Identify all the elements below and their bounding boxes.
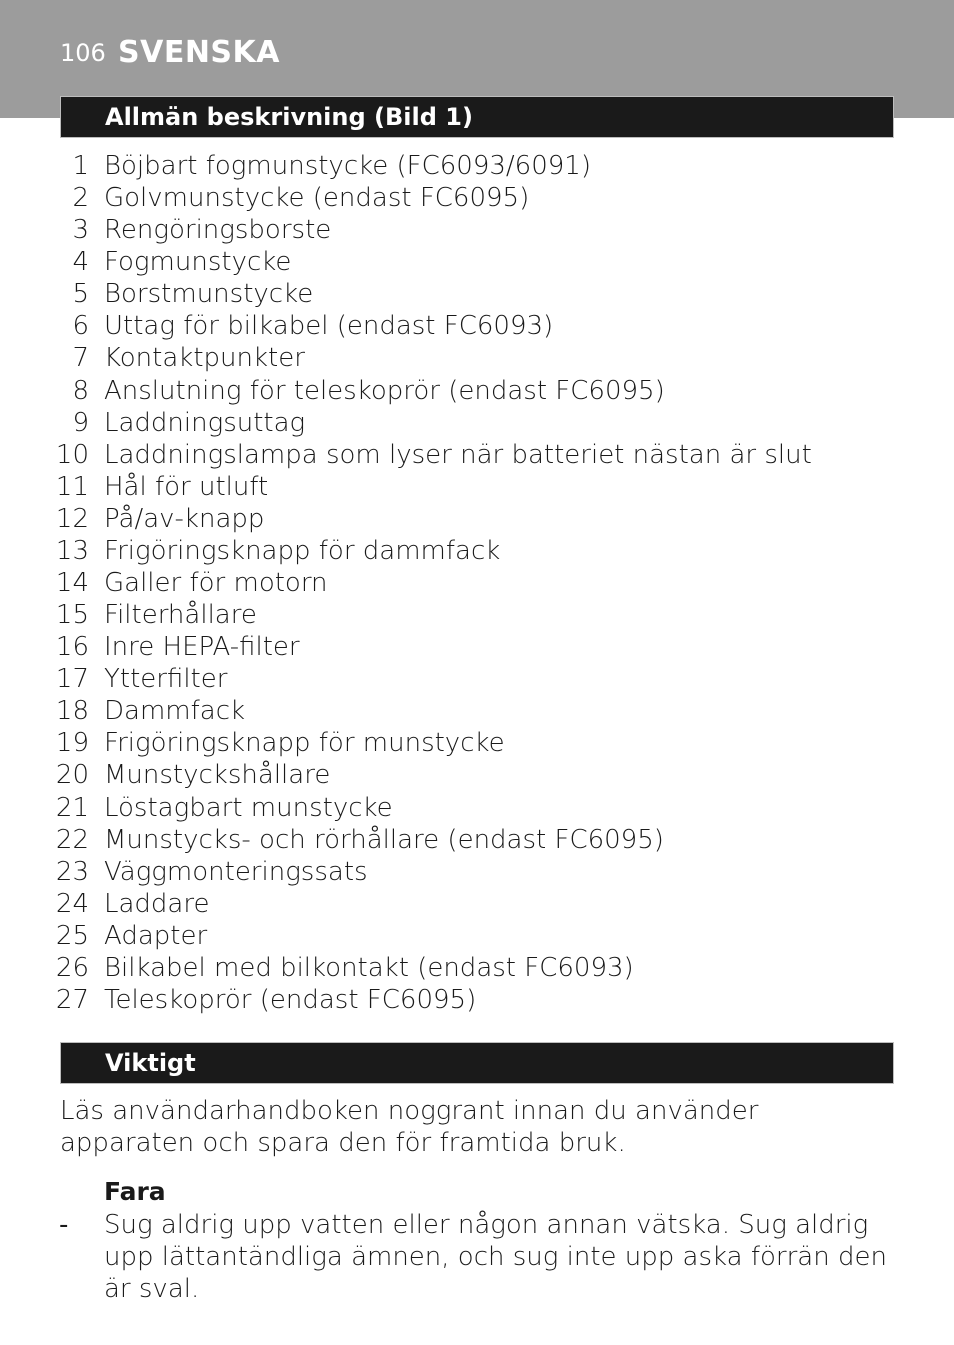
list-item-text: Adapter <box>104 920 208 951</box>
list-item-text: Böjbart fogmunstycke (FC6093/6091) <box>104 151 591 181</box>
list-item-text: Rengöringsborste <box>104 215 332 246</box>
list-item-number: 20 <box>55 760 89 791</box>
intro-paragraph: Läs användarhandboken noggrant innan du använder apparaten och spara den för framtida bruk. <box>60 1096 759 1158</box>
list-item-text: Kontaktpunkter <box>104 343 305 374</box>
list-item-text: Galler för motorn <box>104 568 328 599</box>
list-item-number: 26 <box>55 952 89 983</box>
list-item-number: 1 <box>72 151 89 181</box>
list-item-text: Laddningslampa som lyser när batteriet nästan är slut <box>104 439 812 470</box>
list-item-number: 14 <box>55 568 89 599</box>
list-item-text: Ytterfilter <box>104 664 228 695</box>
list-item-text: Bilkabel med bilkontakt (endast FC6093) <box>104 952 634 983</box>
list-item-text: Borstmunstycke <box>104 279 314 310</box>
list-item-number: 17 <box>55 664 89 695</box>
page-number: 106 <box>60 39 106 67</box>
list-item-number: 21 <box>55 792 89 823</box>
list-item-number: 15 <box>55 600 89 631</box>
list-item-text: Golvmunstycke (endast FC6095) <box>104 183 530 214</box>
language-heading: SVENSKA <box>118 35 280 70</box>
danger-heading: Fara <box>104 1177 166 1206</box>
list-item-text: Frigöringsknapp för dammfack <box>104 535 501 566</box>
list-item-number: 22 <box>55 824 89 855</box>
list-item-number: 19 <box>55 728 89 759</box>
list-item-text: Anslutning för teleskoprör (endast FC6095) <box>104 375 665 406</box>
bullet-dash: - <box>59 1210 69 1240</box>
list-item-number: 13 <box>55 535 89 566</box>
list-item-text: Teleskoprör (endast FC6095) <box>104 985 477 1016</box>
list-item-number: 12 <box>55 503 89 534</box>
list-item-number: 8 <box>72 375 89 406</box>
list-item-text: Hål för utluft <box>104 471 269 502</box>
list-item-number: 11 <box>55 471 89 502</box>
list-item-number: 9 <box>72 407 89 438</box>
list-item-text: Uttag för bilkabel (endast FC6093) <box>104 311 554 342</box>
list-item-text: Löstagbart munstycke <box>104 792 393 823</box>
list-item-number: 3 <box>72 215 89 246</box>
list-item-text: På/av-knapp <box>104 503 265 534</box>
list-item-text: Inre HEPA-filter <box>104 632 300 663</box>
list-item-text: Väggmonteringssats <box>104 856 368 887</box>
list-item-text: Laddare <box>104 888 210 919</box>
list-item-text: Frigöringsknapp för munstycke <box>104 728 505 759</box>
list-item-number: 6 <box>72 311 89 342</box>
list-item-text: Dammfack <box>104 696 246 727</box>
list-item-number: 25 <box>55 920 89 951</box>
section-heading-important: Viktigt <box>60 1042 894 1084</box>
list-item-number: 23 <box>55 856 89 887</box>
list-item-number: 4 <box>72 247 89 278</box>
list-item-number: 10 <box>55 439 89 470</box>
list-item-number: 27 <box>55 985 89 1016</box>
list-item-number: 18 <box>55 696 89 727</box>
list-item-number: 2 <box>72 183 89 214</box>
list-item-text: Laddningsuttag <box>104 407 306 438</box>
list-item-text: Fogmunstycke <box>104 247 292 278</box>
section-heading-description: Allmän beskrivning (Bild 1) <box>60 96 894 138</box>
list-item-number: 24 <box>55 888 89 919</box>
list-item-text: Filterhållare <box>104 600 257 631</box>
list-item-number: 16 <box>55 632 89 663</box>
list-item-number: 5 <box>72 279 89 310</box>
danger-warning-text: Sug aldrig upp vatten eller någon annan vätska. Sug aldrig upp lättantändliga ämnen, och sug inte upp aska förrän den är sval. <box>104 1210 887 1304</box>
list-item-text: Munstyckshållare <box>104 760 331 791</box>
list-item-text: Munstycks- och rörhållare (endast FC6095) <box>104 824 664 855</box>
list-item-number: 7 <box>72 343 89 374</box>
